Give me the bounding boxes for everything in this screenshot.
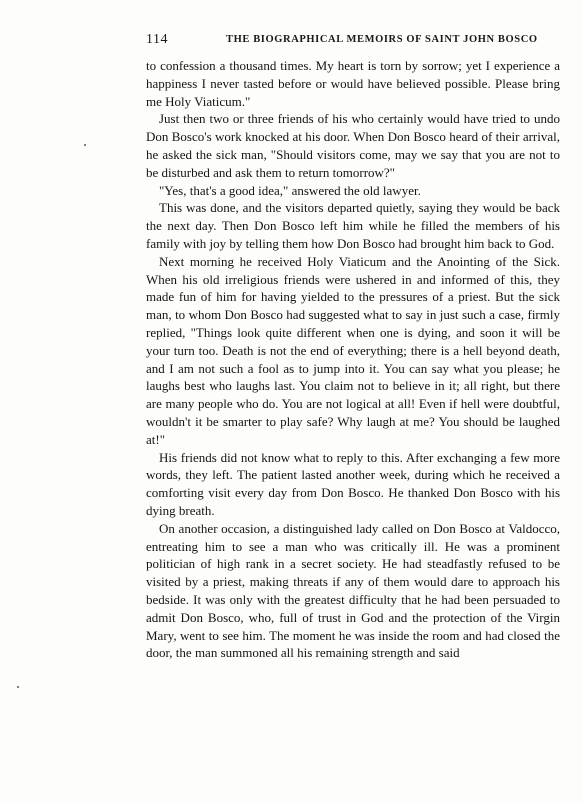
scan-speck	[84, 144, 86, 146]
scan-speck	[17, 686, 19, 688]
paragraph-7: On another occasion, a distinguished lady called on Don Bosco at Valdocco, entreating him to see a man who was critically ill. He was a prominent politician of high rank in a secret society. He had steadfastly refused to be visited by a priest, making threats if any of them would dare to approach his bedside. It was only with the greatest difficulty that he had been persuaded to admit Don Bosco, who, full of trust in God and the protection of the Virgin Mary, went to see him. The moment he was inside the room and had closed the door, the man summoned all his remaining strength and said	[146, 520, 560, 661]
running-title: THE BIOGRAPHICAL MEMOIRS OF SAINT JOHN BOSCO	[226, 34, 538, 45]
paragraph-6: His friends did not know what to reply to this. After exchanging a few more words, they left. The patient lasted another week, during which he received a comforting visit every day from Don Bosco. He thanked Don Bosco with his dying breath.	[146, 449, 560, 518]
paragraph-3: "Yes, that's a good idea," answered the old lawyer.	[159, 182, 421, 198]
paragraph-2: Just then two or three friends of his who certainly would have tried to undo Don Bosco's work knocked at his door. When Don Bosco heard of their arrival, he asked the sick man, "Should visitors come, may we say that you are not to be disturbed and ask them to return tomorrow?"	[146, 111, 560, 180]
paragraph-4: This was done, and the visitors departed quietly, saying they would be back the next day. Then Don Bosco left him while he filled the members of his family with joy by telling them how Don Bosco had brought him back to God.	[146, 200, 560, 251]
page-number: 114	[146, 32, 168, 47]
body-text	[146, 57, 560, 662]
paragraph-1: to confession a thousand times. My heart is torn by sorrow; yet I experience a happiness I never tasted before or would have believed possible. Please bring me Holy Viaticum."	[146, 58, 560, 109]
paragraph-5: Next morning he received Holy Viaticum and the Anointing of the Sick. When his old irreligious friends were ushered in and informed of this, they made fun of him for having yielded to the pressures of a priest. But the sick man, to whom Don Bosco had suggested what to say in just such a case, firmly replied, "Things look quite different when one is dying, and soon it will be your turn too. Death is not the end of everything; there is a hell beyond death, and I am not such a fool as to jump into it. You can say what you please; he laughs best who laughs last. You claim not to believe in it; all right, but there are many people who do. You are not logical at all! Even if hell were doubtful, wouldn't it be smarter to play safe? Why laugh at me? You should be laughed at!"	[146, 253, 560, 447]
running-header	[146, 32, 560, 52]
